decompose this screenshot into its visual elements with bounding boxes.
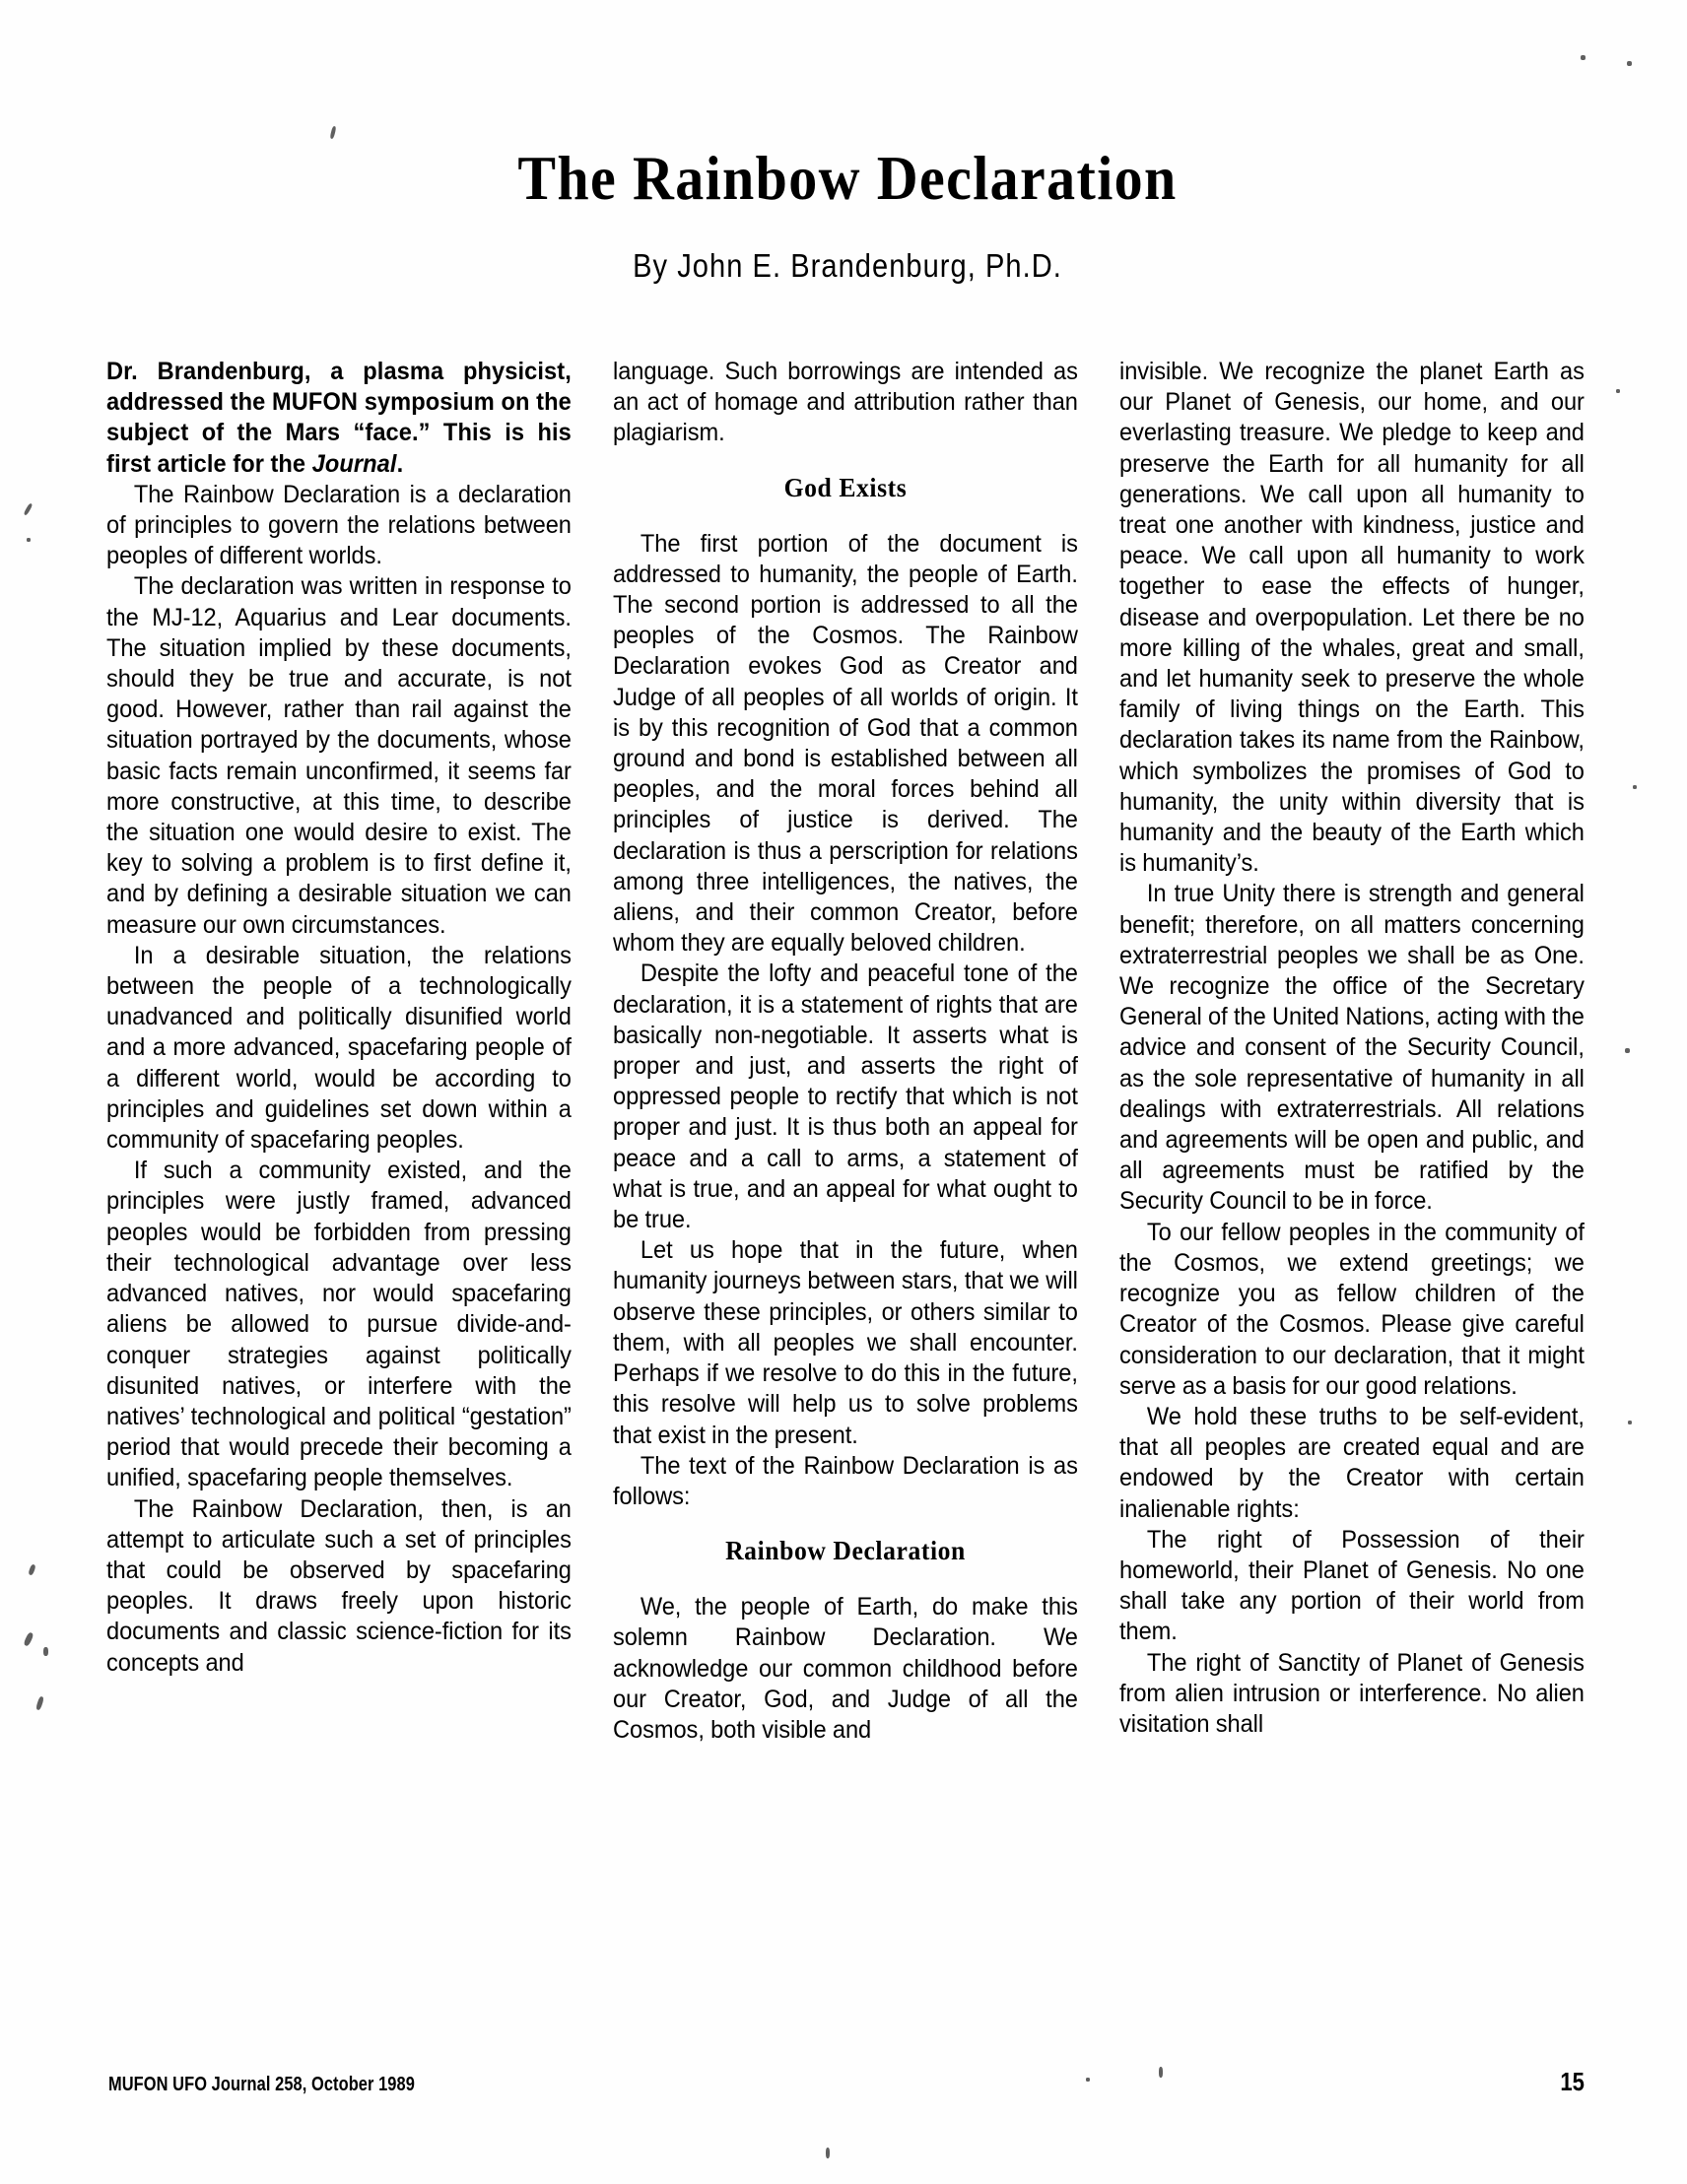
scan-speckle (1627, 61, 1632, 66)
subhead-god-exists: God Exists (783, 472, 908, 502)
paragraph: Let us hope that in the future, when humanity journeys between stars, that we will observe these principles, or others similar to them, with all peoples we shall encounter. Perhaps if we resolve to do this in the future, this resolve will help us to solve problems that exist in the present. (613, 1236, 1078, 1449)
column-2 (613, 357, 1078, 2031)
scan-speckle (23, 1631, 34, 1646)
journal-italic: Journal (311, 449, 397, 478)
paragraph: The Rainbow Declaration, then, is an attempt to articulate such a set of principles that could be observed by spacefaring peoples. It draws freely upon historic documents and classic science-fiction for its concepts and (106, 1494, 572, 1677)
scan-speckle (1633, 785, 1637, 789)
scan-speckle (1581, 55, 1586, 60)
paragraph: In a desirable situation, the relations between the people of a technologically unadvanced and politically disunified world and a more advanced, spacefaring people of a different world, would be according to principles and guidelines set down within a community of spacefaring peoples. (106, 941, 572, 1155)
scan-speckle (24, 502, 34, 515)
article-body (106, 357, 1585, 2031)
scan-speckle (27, 538, 31, 542)
paragraph: If such a community existed, and the principles were justly framed, advanced peoples would be forbidden from pressing their technological advantage over less advanced natives, nor would spacefaring aliens be allowed to pursue divide-and-conquer strategies against politically disunited natives, or interfere with the natives’ technological and political “gestation” period that would precede their becoming a unified, spacefaring people themselves. (106, 1157, 572, 1492)
paragraph: The Rainbow Declaration is a declaration of principles to govern the relations between peoples of different worlds. (106, 480, 572, 570)
scan-speckle (1625, 1048, 1630, 1053)
scan-speckle (1616, 389, 1620, 393)
footer-source: MUFON UFO Journal 258, October 1989 (108, 2074, 415, 2095)
article-byline: By John E. Brandenburg, Ph.D. (633, 247, 1062, 284)
scan-speckle (826, 2148, 830, 2158)
lead-text-after-italic: . (396, 449, 404, 478)
lead-paragraph (106, 357, 572, 480)
column-3 (1119, 357, 1585, 2031)
paragraph: The declaration was written in response to the MJ-12, Aquarius and Lear documents. The situation implied by these documents, should they be true and accurate, is not good. However, rather than rail against the situation portrayed by the documents, whose basic facts remain unconfirmed, it seems far more constructive, at this time, to describe the situation one would desire to exist. The key to solving a problem is to first define it, and by defining a desirable situation we can measure our own circumstances. (106, 572, 572, 939)
article-masthead (108, 144, 1586, 285)
paragraph-continuation: language. Such borrowings are intended as an act of homage and attribution rather than plagiarism. (613, 358, 1078, 447)
paragraph: To our fellow peoples in the community of the Cosmos, we extend greetings; we recognize you as fellow children of the Creator of the Cosmos. Please give careful consideration to our declaration, that it might serve as a basis for our good relations. (1119, 1218, 1585, 1400)
scan-speckle (35, 1696, 44, 1711)
paragraph-continuation: invisible. We recognize the planet Earth as our Planet of Genesis, our home, and our everlasting treasure. We pledge to keep and preserve the Earth for all humanity for all generations. We call upon all humanity to treat one another with kindness, justice and peace. We call upon all humanity to work together to ease the effects of hunger, disease and overpopulation. Let there be no more killing of the whales, great and small, and let humanity seek to preserve the whole family of living things on the Earth. This declaration takes its name from the Rainbow, which symbolizes the promises of God to humanity, the unity within diversity that is humanity and the beauty of the Earth which is humanity’s. (1119, 358, 1585, 878)
page-footer (108, 2067, 1585, 2097)
page-number: 15 (1560, 2067, 1585, 2096)
paragraph: In true Unity there is strength and general benefit; therefore, on all matters concerning extraterrestrial peoples we shall be as One. We recognize the office of the Secretary General of the United Nations, acting with the advice and consent of the Security Council, as the sole representative of humanity in all dealings with extraterrestrials. All relations and agreements will be open and public, and all agreements must be ratified by the Security Council to be in force. (1119, 880, 1585, 1216)
paragraph: The text of the Rainbow Declaration is as follows: (613, 1451, 1078, 1510)
paragraph: The right of Possession of their homeworld, their Planet of Genesis. No one shall take any portion of their world from them. (1119, 1525, 1585, 1646)
scan-speckle (329, 126, 336, 140)
paragraph: We hold these truths to be self-evident, that all peoples are created equal and are endowed by the Creator with certain inalienable rights: (1119, 1402, 1585, 1523)
paragraph: The first portion of the document is addressed to humanity, the people of Earth. The second portion is addressed to all the peoples of the Cosmos. The Rainbow Declaration evokes God as Creator and Judge of all peoples of all worlds of origin. It is by this recognition of God that a common ground and bond is established between all peoples, and the moral forces behind all principles of justice is derived. The declaration is thus a perscription for relations among three intelligences, the natives, the aliens, and their common Creator, before whom they are equally beloved children. (613, 529, 1078, 958)
paragraph: The right of Sanctity of Planet of Genesis from alien intrusion or interference. No alien visitation shall (1119, 1648, 1585, 1738)
page-title: The Rainbow Declaration (517, 144, 1178, 213)
scan-speckle (43, 1647, 48, 1656)
paragraph: We, the people of Earth, do make this solemn Rainbow Declaration. We acknowledge our common childhood before our Creator, God, and Judge of all the Cosmos, both visible and (613, 1593, 1078, 1744)
scan-speckle (1628, 1421, 1632, 1424)
paragraph: Despite the lofty and peaceful tone of the declaration, it is a statement of rights that are basically non-negotiable. It asserts what is proper and just, and asserts the right of oppressed people to rectify that which is not proper and just. It is thus both an appeal for peace and a call to arms, a statement of what is true, and an appeal for what ought to be true. (613, 960, 1078, 1234)
scan-speckle (28, 1563, 35, 1575)
subhead-rainbow-declaration: Rainbow Declaration (725, 1536, 966, 1566)
column-1 (106, 357, 572, 2031)
lead-text-before-italic: Dr. Brandenburg, a plasma physicist, addressed the MUFON symposium on the subject of the Mars “face.” This is his first article for the (106, 358, 572, 478)
